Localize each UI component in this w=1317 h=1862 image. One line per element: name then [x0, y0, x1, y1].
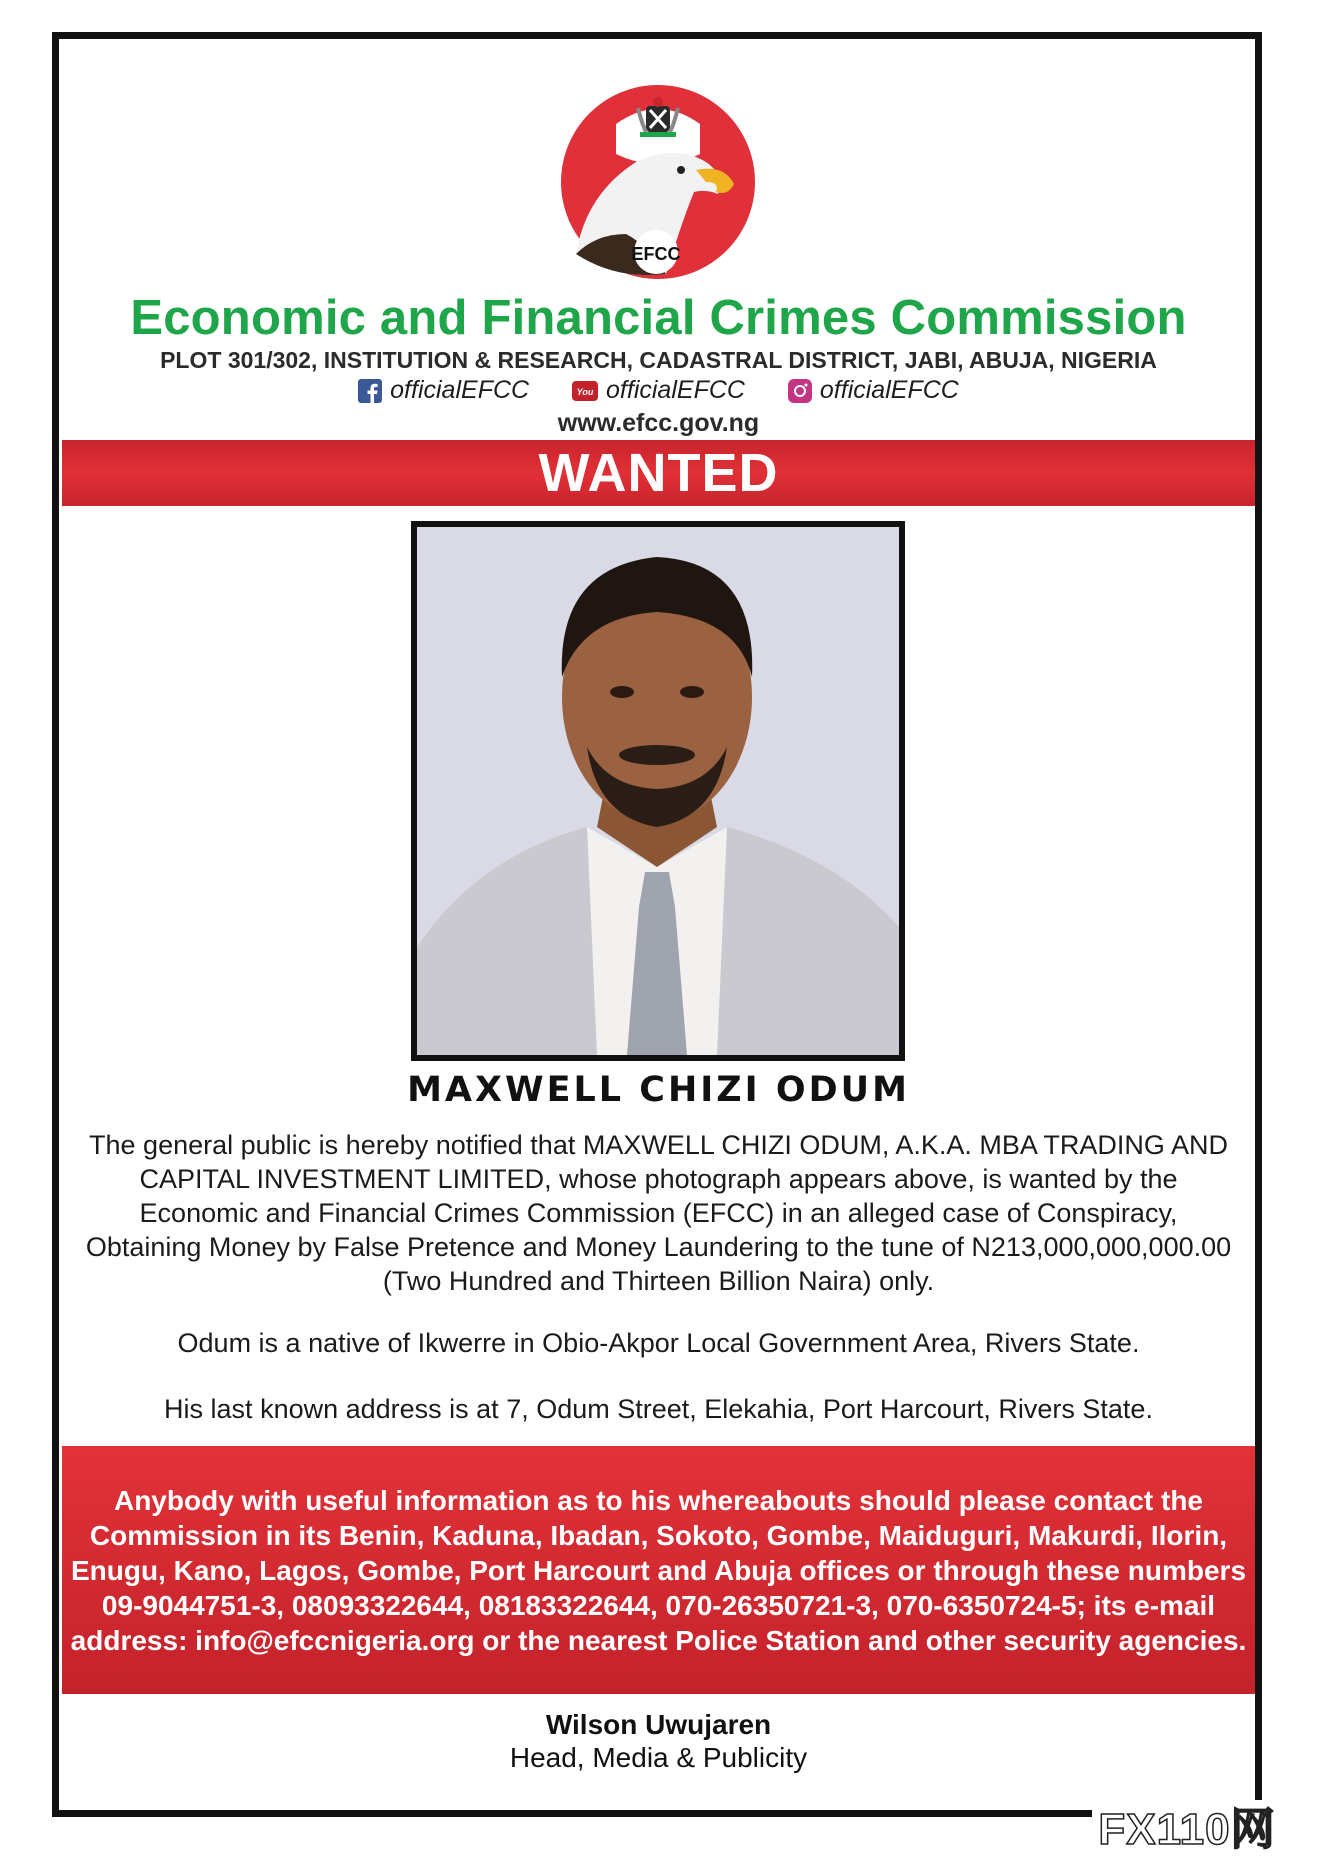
social-facebook[interactable] — [358, 376, 529, 405]
facebook-handle: officialEFCC — [390, 376, 530, 404]
facebook-icon — [358, 379, 382, 403]
public-notice: The general public is hereby notified that MAXWELL CHIZI ODUM, A.K.A. MBA TRADING AND CAPITAL INVESTMENT LIMITED, whose photograph appears above, is wanted by the Economic and Financial Crimes Commission (EFCC) in an alleged case of Conspiracy, Obtaining Money by False Pretence and Money Laundering to the tune of N213,000,000,000.00 (Two Hundred and Thirteen Billion Naira) only. — [85, 1130, 1232, 1296]
instagram-handle: officialEFCC — [819, 376, 959, 404]
social-instagram[interactable] — [788, 376, 959, 405]
social-links — [0, 376, 1317, 410]
svg-text:You: You — [576, 386, 594, 397]
contact-info: Anybody with useful information as to his whereabouts should please contact the Commission in its Benin, Kaduna, Ibadan, Sokoto, Gombe, Maiduguri, Makurdi, Ilorin, Enugu, Kano, Lagos, Gombe, Port Harcourt and Abuja offices or through these numbers 09-9044751-3, 08093322644, 08183322644, 070-26350721-3, 070-6350724-5; its e-mail address: info@efccnigeria.org or the nearest Police Station and other security agencies. — [70, 1484, 1247, 1656]
youtube-icon — [572, 379, 598, 403]
suspect-photo — [411, 521, 905, 1061]
social-youtube[interactable] — [572, 376, 745, 405]
instagram-icon — [788, 379, 812, 403]
efcc-logo — [556, 84, 760, 280]
watermark: FX110网 — [1092, 1800, 1282, 1850]
suspect-origin: Odum is a native of Ikwerre in Obio-Akpor Local Government Area, Rivers State. — [177, 1328, 1140, 1358]
org-name: Economic and Financial Crimes Commission — [130, 291, 1187, 345]
contact-banner — [62, 1446, 1255, 1694]
wanted-banner — [62, 440, 1255, 506]
suspect-name: MAXWELL CHIZI ODUM — [407, 1070, 910, 1110]
signatory-title: Head, Media & Publicity — [509, 1742, 808, 1773]
wanted-label: WANTED — [538, 443, 779, 503]
logo-text: EFCC — [631, 244, 681, 264]
portrait-image — [417, 527, 899, 1055]
signatory-name: Wilson Uwujaren — [545, 1709, 772, 1740]
suspect-last-address: His last known address is at 7, Odum Street, Elekahia, Port Harcourt, Rivers State. — [164, 1394, 1153, 1424]
org-address: PLOT 301/302, INSTITUTION & RESEARCH, CADASTRAL DISTRICT, JABI, ABUJA, NIGERIA — [160, 347, 1157, 373]
website-link[interactable]: www.efcc.gov.ng — [557, 409, 760, 437]
youtube-handle: officialEFCC — [606, 376, 745, 404]
